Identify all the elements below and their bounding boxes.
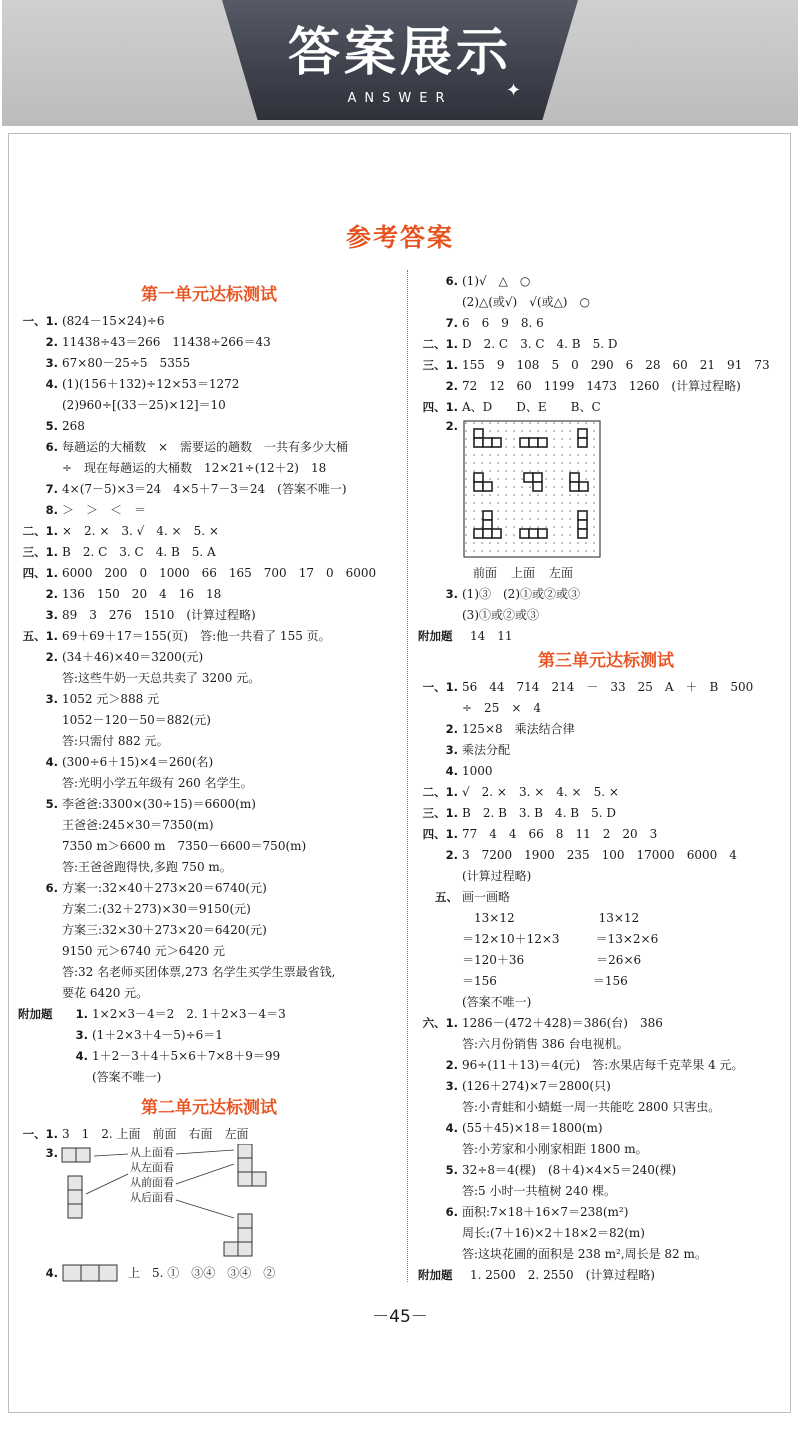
answer-row	[18, 751, 400, 772]
answer-row	[18, 331, 400, 352]
header-title: 答案展示	[287, 23, 512, 83]
answer-row	[18, 373, 400, 394]
top-view-shape	[62, 1148, 76, 1162]
answer-text: 69＋69＋17＝155(页) 答:他一共看了 155 页。	[62, 629, 331, 643]
answer-text: ÷ 现在每趟运的大桶数 12×21÷(12＋2) 18	[62, 461, 327, 475]
question-number: 4.	[45, 754, 58, 769]
answer-text: 上 5. ① ③④ ③④ ②	[128, 1266, 276, 1280]
answer-row: 附加题 14 11	[418, 628, 513, 643]
question-number: 一、1.	[22, 1126, 58, 1141]
question-number: 1.	[75, 1006, 88, 1021]
answer-row	[418, 1096, 794, 1117]
answer-text: B 2. B 3. B 4. B 5. D	[462, 806, 616, 820]
answer-row	[418, 886, 794, 907]
question-number: 7.	[45, 481, 58, 496]
answer-text: 方案三:32×30＋273×20＝6420(元)	[62, 923, 267, 937]
answer-row	[418, 1243, 794, 1264]
view-matching-figure	[18, 1144, 400, 1262]
question-number: 4.	[45, 376, 58, 391]
sparkle-icon: ✦	[506, 80, 522, 101]
answer-text: 56 44 714 214 － 33 25 A ＋ B 500	[462, 680, 754, 694]
answer-row: 四、1. A、D D、E B、C	[422, 399, 601, 414]
answer-text: (1＋2×3＋4－5)÷6＝1	[92, 1028, 223, 1042]
question-number: 2.	[45, 586, 58, 601]
answer-text: (34＋46)×40＝3200(元)	[62, 650, 204, 664]
answer-text: ＝120＋36 ＝26×6	[462, 953, 642, 967]
answer-row	[18, 877, 400, 898]
answer-text: (2)960÷[(33－25)×12]＝10	[62, 398, 226, 412]
page-title: 参考答案	[345, 223, 454, 252]
view-matching-diagram	[18, 1144, 400, 1262]
answer-text: 3 1 2. 上面 前面 右面 左面	[62, 1127, 249, 1141]
answer-text: 周长:(7＋16)×2＋18×2＝82(m)	[462, 1226, 645, 1240]
answer-row: 附加题 1. 2500 2. 2550 (计算过程略)	[418, 1267, 655, 1282]
answer-row: 2. 72 12 60 1199 1473 1260 (计算过程略)	[445, 378, 741, 393]
answer-row	[18, 457, 400, 478]
answer-text: (300÷6＋15)×4＝260(名)	[62, 755, 214, 769]
answer-text: ÷ 25 × 4	[462, 701, 542, 715]
answer-text: (答案不唯一)	[462, 995, 532, 1009]
answer-text: 每趟运的大桶数 × 需要运的趟数 一共有多少大桶	[62, 440, 349, 454]
view-label-top: 上面	[510, 565, 535, 580]
answer-text: (答案不唯一)	[92, 1070, 162, 1084]
answer-row	[18, 541, 400, 562]
answer-text: 答:这块花圃的面积是 238 m²,周长是 82 m。	[462, 1247, 707, 1261]
answer-text: 画一画略	[462, 890, 511, 904]
answer-text: 1×2×3－4＝2 2. 1＋2×3－4＝3	[92, 1007, 286, 1021]
answer-text: 77 4 4 66 8 11 2 20 3	[462, 827, 658, 841]
answer-row	[18, 940, 400, 961]
answer-text: 乘法分配	[462, 743, 511, 757]
question-number: 6.	[445, 1204, 458, 1219]
answer-text: 1052 元＞888 元	[62, 692, 160, 706]
three-square-shape	[62, 1264, 120, 1282]
answer-text: (55＋45)×18＝1800(m)	[462, 1121, 603, 1135]
answer-row	[418, 802, 794, 823]
answer-text: 89 3 276 1510 (计算过程略)	[62, 608, 256, 622]
answer-row	[418, 991, 794, 1012]
solid-shape-1	[238, 1144, 252, 1158]
answer-row: (2)△(或√) √(或△) ○	[462, 295, 590, 309]
answer-text: 答:光明小学五年级有 260 名学生。	[62, 776, 253, 790]
answer-row	[418, 844, 794, 865]
answer-row	[418, 928, 794, 949]
answer-row: 二、1. D 2. C 3. C 4. B 5. D	[422, 336, 618, 351]
question-number: 4.	[75, 1048, 88, 1063]
answer-text: 268	[62, 418, 85, 433]
question-number: 3.	[45, 1146, 58, 1160]
answer-text: ＝156 ＝156	[462, 974, 628, 988]
question-number: 四、1.	[22, 565, 58, 580]
answer-row	[418, 697, 794, 718]
unit1-title: 第一单元达标测试	[141, 285, 277, 305]
question-number: 六、1.	[422, 1015, 458, 1030]
answer-row	[18, 793, 400, 814]
answer-row	[418, 1054, 794, 1075]
view-label: 从左面看	[130, 1161, 174, 1174]
answer-row	[18, 835, 400, 856]
answer-row	[18, 646, 400, 667]
answer-row	[18, 520, 400, 541]
solid-shape-2	[238, 1214, 252, 1228]
right-column	[418, 270, 794, 1285]
answer-row	[18, 562, 400, 583]
unit2-title: 第二单元达标测试	[141, 1098, 277, 1118]
view-labels	[418, 561, 794, 583]
answer-text: × 2. × 3. √ 4. × 5. ×	[62, 524, 219, 538]
answer-row	[18, 898, 400, 919]
answer-row	[18, 730, 400, 751]
dotted-grid-diagram	[462, 419, 622, 563]
answer-row	[18, 1066, 400, 1087]
answer-row	[418, 718, 794, 739]
question-number: 8.	[45, 502, 58, 517]
answer-text: 13×12 13×12	[462, 911, 640, 925]
answer-row	[418, 1033, 794, 1054]
unit3-title: 第三单元达标测试	[538, 651, 674, 671]
answer-row	[418, 1159, 794, 1180]
answer-text: 1286－(472＋428)＝386(台) 386	[462, 1016, 663, 1030]
answer-row	[418, 739, 794, 760]
column-divider	[407, 270, 408, 1282]
view-label: 从前面看	[130, 1176, 174, 1189]
answer-row	[418, 907, 794, 928]
view-label: 从上面看	[130, 1146, 174, 1159]
answer-row	[18, 688, 400, 709]
question-number: 3.	[445, 1078, 458, 1093]
question-number: 2.	[445, 847, 458, 862]
answer-text: B 2. C 3. C 4. B 5. A	[62, 545, 216, 559]
view-label: 从后面看	[130, 1191, 174, 1204]
answer-row: 三、1. 155 9 108 5 0 290 6 28 60 21 91 73	[422, 357, 770, 372]
answer-text: 1052－120－50＝882(元)	[62, 713, 211, 727]
question-number: 5.	[45, 796, 58, 811]
answer-row	[418, 949, 794, 970]
question-number: 二、1.	[422, 784, 458, 799]
answer-text: 答:只需付 882 元。	[62, 734, 169, 748]
answer-row	[418, 1075, 794, 1096]
answer-text: ＝12×10＋12×3 ＝13×2×6	[462, 932, 659, 946]
question-number: 2.	[445, 721, 458, 736]
answer-text: 125×8 乘法结合律	[462, 722, 575, 736]
answer-text: 李爸爸:3300×(30÷15)＝6600(m)	[62, 797, 256, 811]
question-number: 四、1.	[422, 826, 458, 841]
answer-text: 11438÷43＝266 11438÷266＝43	[62, 335, 271, 349]
answer-text: 67×80－25÷5 5355	[62, 356, 191, 370]
question-number: 五、1.	[22, 628, 58, 643]
answer-text: 方案二:(32＋273)×30＝9150(元)	[62, 902, 251, 916]
answer-row	[18, 499, 400, 520]
answer-text: 4×(7－5)×3＝24 4×5＋7－3＝24 (答案不唯一)	[62, 482, 347, 496]
unit1-extra	[18, 1003, 400, 1087]
answer-text: 答:六月份销售 386 台电视机。	[462, 1037, 629, 1051]
answer-row	[18, 394, 400, 415]
question-number: 5.	[45, 418, 58, 433]
question-number: 5.	[445, 1162, 458, 1177]
answer-text: 答:小青蛙和小蜻蜓一周一共能吃 2800 只害虫。	[462, 1100, 721, 1114]
answer-row	[18, 1045, 400, 1066]
answer-row	[418, 781, 794, 802]
question-number: 一、1.	[422, 679, 458, 694]
left-view-shape	[68, 1176, 82, 1190]
answer-text: 9150 元＞6740 元＞6420 元	[62, 944, 226, 958]
answer-text: 32÷8＝4(棵) (8＋4)×4×5＝240(棵)	[462, 1163, 677, 1177]
answer-text: 1＋2－3＋4＋5×6＋7×8＋9＝99	[92, 1049, 281, 1063]
question-number: 6.	[45, 439, 58, 454]
answer-row	[418, 1138, 794, 1159]
answer-row	[18, 352, 400, 373]
answer-row	[18, 856, 400, 877]
answer-text: 96÷(11＋13)＝4(元) 答:水果店每千克苹果 4 元。	[462, 1058, 744, 1072]
answer-row: 6. (1)√ △ ○	[445, 273, 531, 288]
answer-text: (计算过程略)	[462, 869, 532, 883]
answer-row	[418, 1117, 794, 1138]
answer-text: 王爸爸:245×30＝7350(m)	[62, 818, 214, 832]
view-label-front: 前面	[472, 565, 497, 580]
question-number: 一、1.	[22, 313, 58, 328]
question-number: 2.	[445, 419, 458, 433]
answer-text: (824－15×24)÷6	[62, 314, 165, 328]
answer-text: 答:小芳家和小刚家相距 1800 m。	[462, 1142, 648, 1156]
answer-row	[18, 310, 400, 331]
answer-row	[18, 415, 400, 436]
answer-row	[18, 1123, 400, 1144]
question-number: 二、1.	[22, 523, 58, 538]
answer-text: 136 150 20 4 16 18	[62, 587, 222, 601]
answer-row	[18, 919, 400, 940]
answer-text: (1)(156＋132)÷12×53＝1272	[62, 377, 240, 391]
answer-row: 3. (1)③ (2)①或②或③	[445, 586, 580, 601]
question-number: 3.	[445, 742, 458, 757]
answer-row	[418, 970, 794, 991]
question-number: 2.	[45, 334, 58, 349]
unit3-answers	[418, 676, 794, 1264]
extra-label: 附加题	[18, 1006, 53, 1021]
header-subtitle: ANSWER	[347, 91, 453, 106]
answer-row	[18, 478, 400, 499]
answer-text: 答:32 名老师买团体票,273 名学生买学生票最省钱,	[62, 965, 336, 979]
question-number: 4.	[445, 763, 458, 778]
left-column	[18, 280, 400, 1283]
answer-text: 答:王爸爸跑得快,多跑 750 m。	[62, 860, 232, 874]
answer-row	[18, 604, 400, 625]
answer-row	[18, 625, 400, 646]
answer-row	[18, 709, 400, 730]
answer-row	[418, 1201, 794, 1222]
answer-row	[18, 667, 400, 688]
question-number: 三、1.	[422, 805, 458, 820]
question-number: 3.	[45, 355, 58, 370]
question-number: 2.	[445, 1057, 458, 1072]
page-number: －45－	[372, 1307, 428, 1327]
answer-row	[418, 865, 794, 886]
view-label-left: 左面	[548, 565, 573, 580]
answer-text: 要花 6420 元。	[62, 986, 149, 1000]
question-number: 五、	[435, 889, 458, 904]
answer-text: 答:这些牛奶一天总共卖了 3200 元。	[62, 671, 261, 685]
answer-row: (3)①或②或③	[462, 608, 539, 622]
views-grid-figure	[418, 417, 794, 561]
question-number: 4.	[445, 1120, 458, 1135]
answer-row	[418, 1012, 794, 1033]
answer-text: 方案一:32×40＋273×20＝6740(元)	[62, 881, 267, 895]
answer-text: 面积:7×18＋16×7＝238(m²)	[462, 1205, 629, 1219]
answer-row	[18, 1003, 400, 1024]
answer-row	[18, 583, 400, 604]
answer-row	[18, 982, 400, 1003]
answer-text: (126＋274)×7＝2800(只)	[462, 1079, 611, 1093]
answer-row: 7. 6 6 9 8. 6	[445, 315, 544, 330]
answer-text: 3 7200 1900 235 100 17000 6000 4	[462, 848, 737, 862]
question-number: 6.	[45, 880, 58, 895]
answer-row	[18, 436, 400, 457]
answer-row	[18, 1262, 400, 1283]
answer-row	[18, 961, 400, 982]
answer-text: 6000 200 0 1000 66 165 700 17 0 6000	[62, 566, 377, 580]
question-number: 4.	[45, 1265, 58, 1280]
answer-row	[18, 1024, 400, 1045]
answer-text: ＞ ＞ ＜ ＝	[62, 503, 147, 517]
answer-row	[418, 1180, 794, 1201]
answer-row	[418, 760, 794, 781]
question-number: 三、1.	[22, 544, 58, 559]
question-number: 2.	[45, 649, 58, 664]
answer-row	[18, 814, 400, 835]
question-number: 3.	[75, 1027, 88, 1042]
answer-row	[418, 1222, 794, 1243]
answer-row	[418, 676, 794, 697]
answer-text: 答:5 小时一共植树 240 棵。	[462, 1184, 617, 1198]
answer-text: 7350 m＞6600 m 7350－6600＝750(m)	[62, 839, 307, 853]
answer-row	[18, 772, 400, 793]
answer-text: √ 2. × 3. × 4. × 5. ×	[462, 785, 619, 799]
answer-text: 1000	[462, 763, 493, 778]
question-number: 3.	[45, 691, 58, 706]
answer-row	[418, 823, 794, 844]
question-number: 3.	[45, 607, 58, 622]
unit1-answers	[18, 310, 400, 1003]
